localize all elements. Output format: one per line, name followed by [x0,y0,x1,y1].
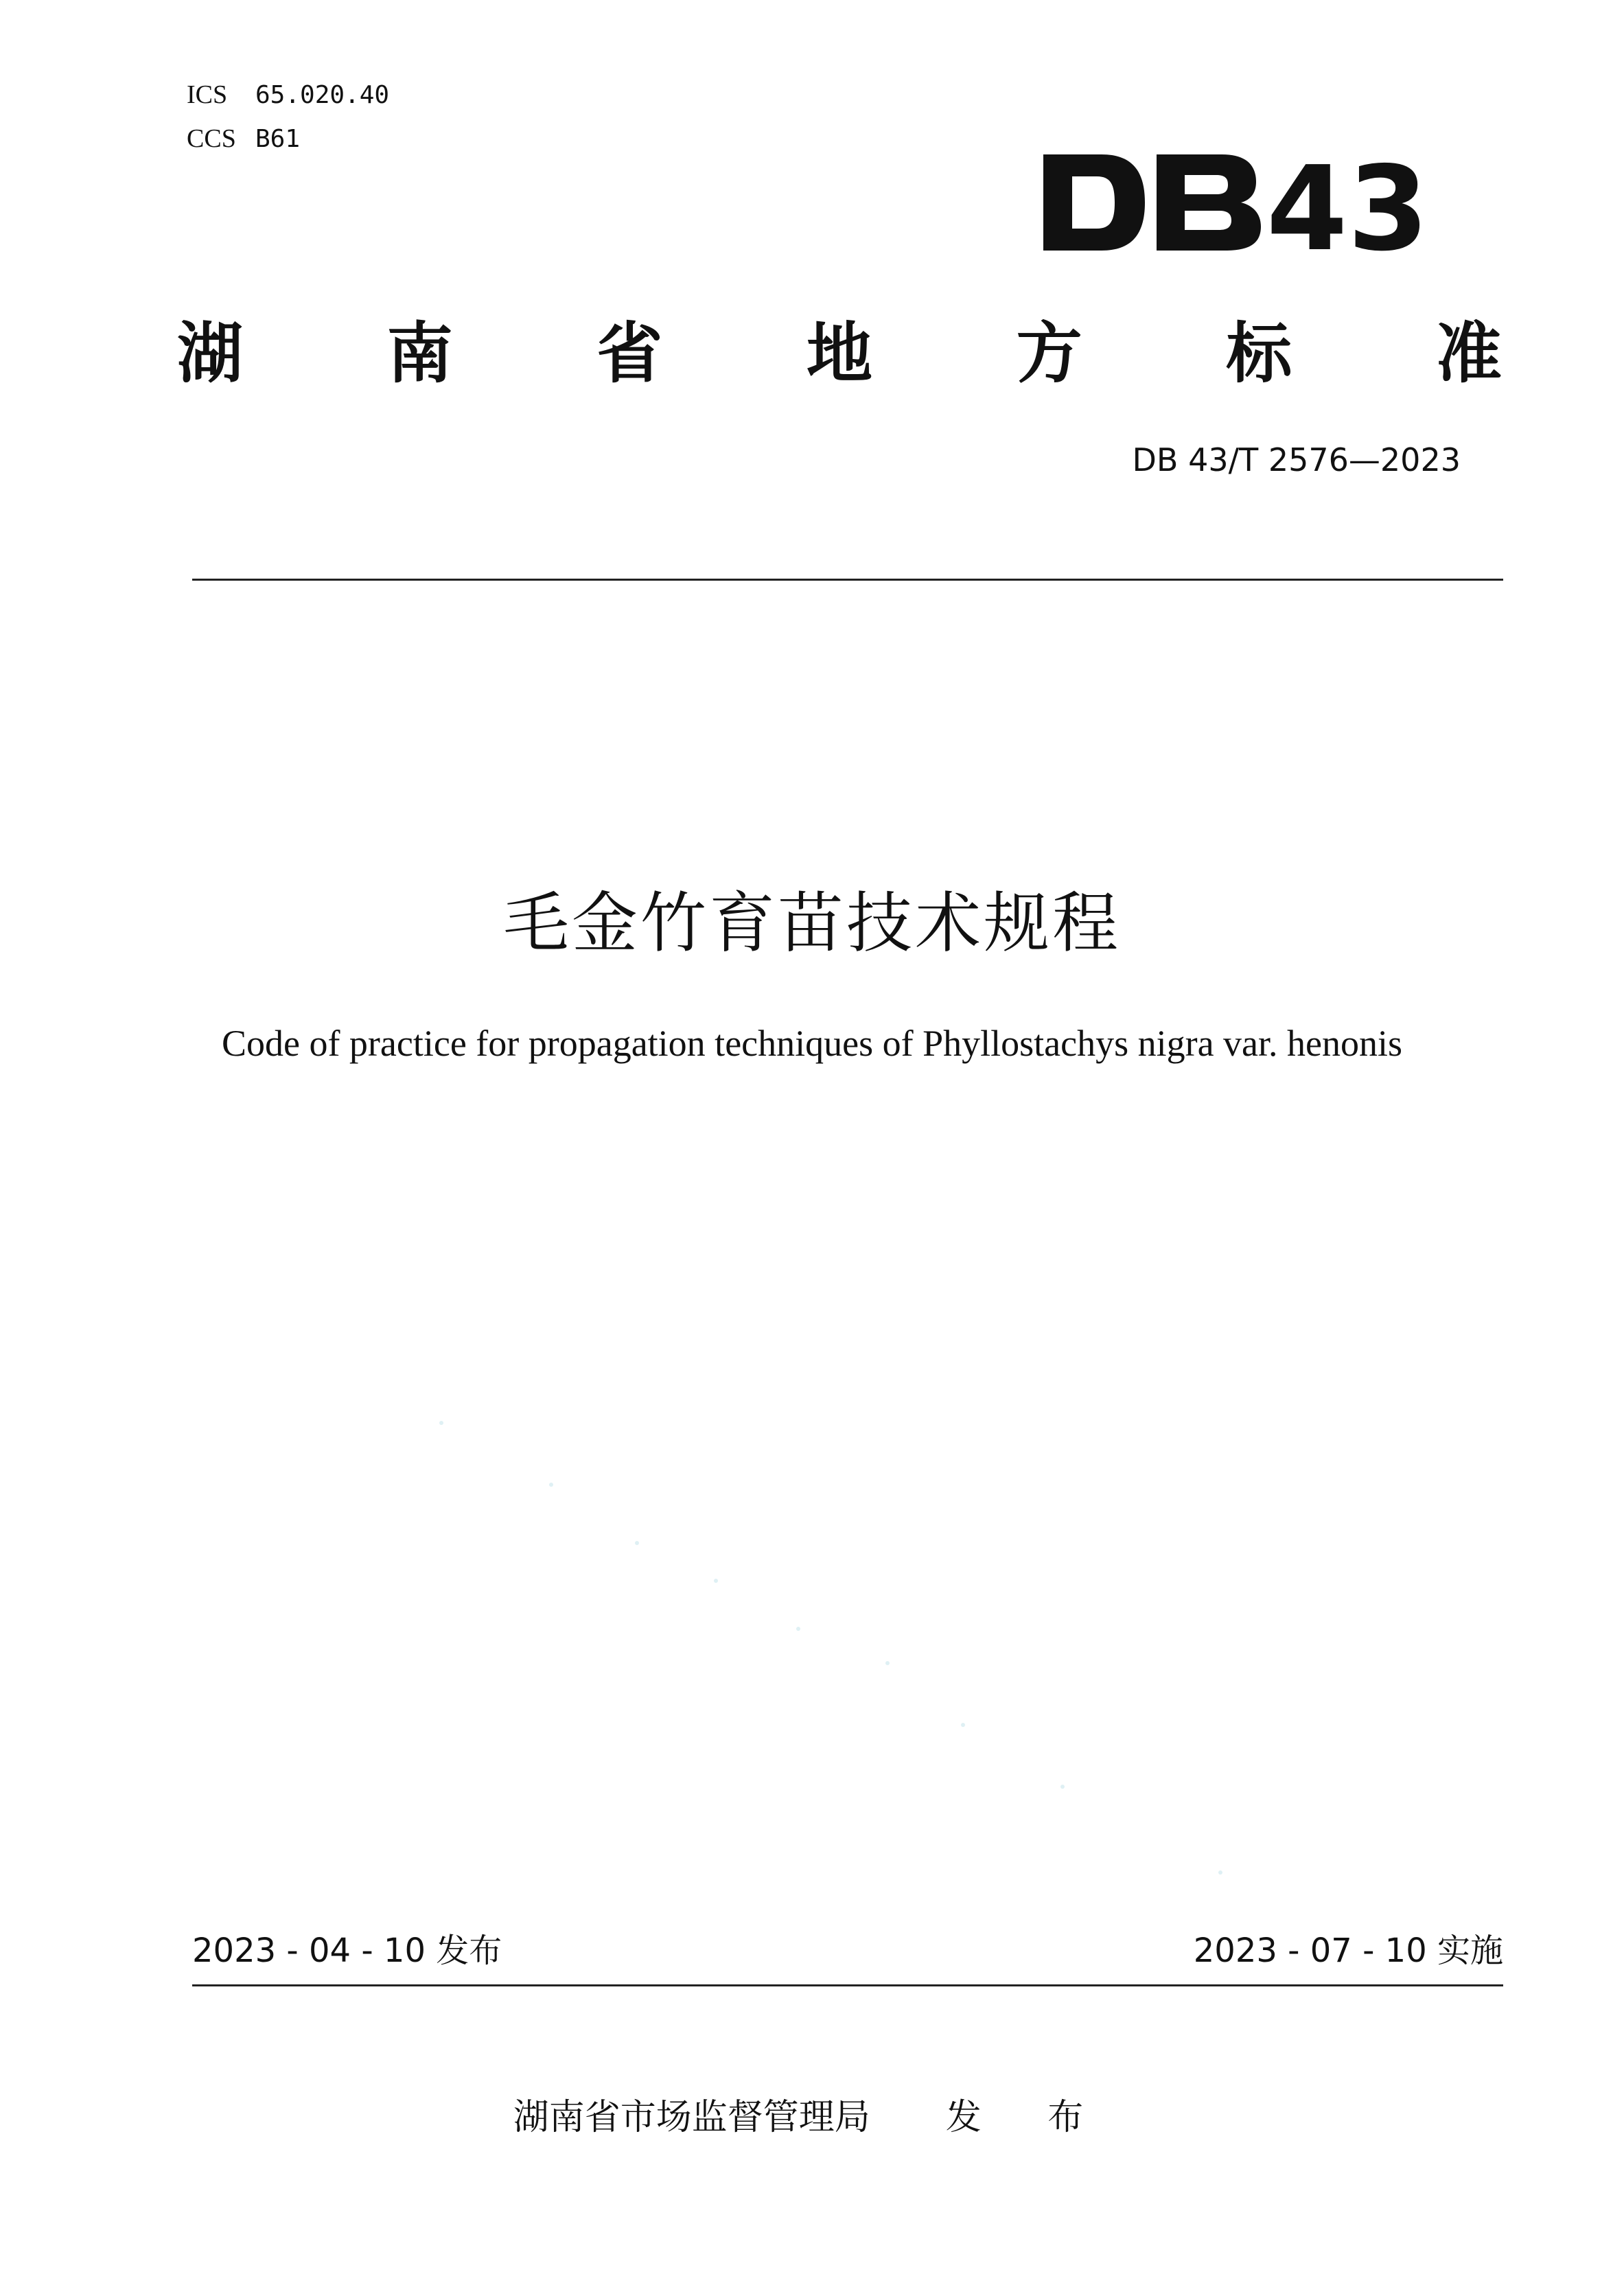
standard-type-char: 地 [806,315,872,392]
release-date: 2023 - 04 - 10 发布 [192,1932,502,1970]
standard-type-heading [177,312,1502,395]
scan-speck [961,1723,965,1727]
publisher-action: 发 布 [945,2097,1111,2138]
standard-number: DB 43/T 2576—2023 [1132,441,1461,478]
implementation-date: 2023 - 07 - 10 实施 [1193,1932,1503,1970]
scan-speck [635,1541,639,1545]
ccs-label: CCS [187,124,236,153]
publisher-line [0,2094,1624,2142]
title-english: Code of practice for propagation techniques of Phyllostachys nigra var. henonis [221,1023,1403,1064]
title-chinese: 毛金竹育苗技术规程 [503,885,1121,962]
ics-label: ICS [187,80,228,109]
standard-type-char: 南 [386,315,453,392]
ccs-code [187,121,300,156]
scan-speck [439,1421,443,1425]
ccs-value: B61 [255,125,301,153]
scan-speck [1060,1785,1065,1789]
scan-speck [1218,1870,1222,1875]
standard-type-char: 省 [596,315,663,392]
publisher-org: 湖南省市场监督管理局 [513,2097,870,2138]
scan-speck [796,1627,800,1631]
standard-type-char: 准 [1435,315,1502,392]
bottom-divider [192,1984,1503,1986]
standard-type-char: 标 [1226,315,1292,392]
ics-value: 65.020.40 [255,81,390,109]
svg-text:43: 43 [1266,141,1429,277]
standard-mark-logo [1030,134,1429,277]
standard-type-char: 方 [1016,315,1082,392]
top-divider [192,579,1503,581]
scan-speck [714,1579,718,1583]
scan-speck [549,1483,553,1487]
ics-code [187,77,389,113]
standard-type-char: 湖 [177,315,243,392]
scan-speck [885,1661,890,1665]
